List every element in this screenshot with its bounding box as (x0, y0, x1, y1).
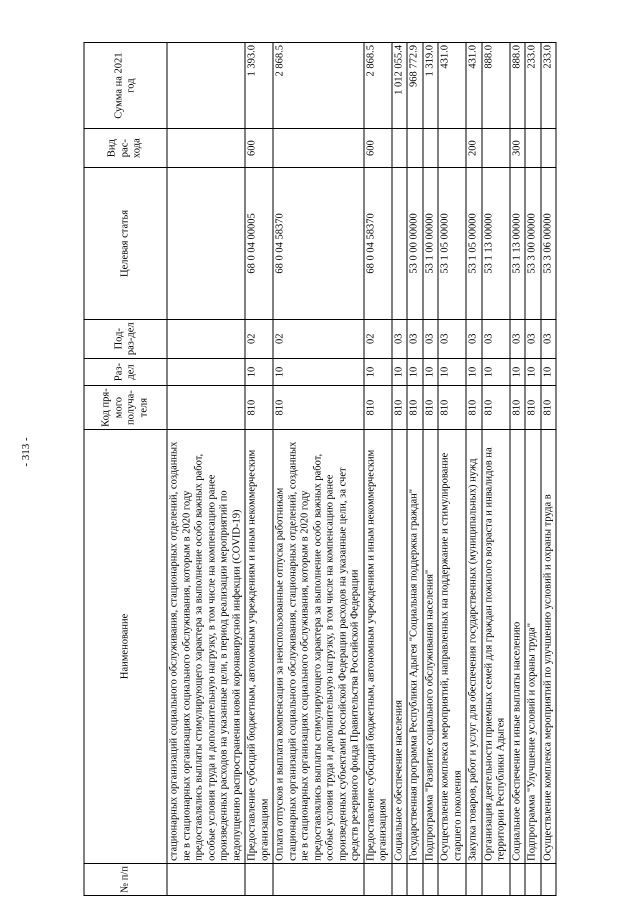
cell-type: 300 (510, 129, 526, 168)
cell-target (392, 168, 408, 320)
cell-num (541, 863, 557, 895)
cell-recipient: 810 (541, 386, 557, 430)
table-row (392, 43, 408, 896)
header-name: Наименование (84, 429, 167, 863)
cell-type: 600 (245, 129, 273, 168)
header-target: Целевая статья (84, 168, 167, 320)
cell-sum: 888.0 (482, 43, 510, 129)
cell-target: 68 0 04 58370 (364, 168, 392, 320)
cell-recipient: 810 (407, 386, 423, 430)
cell-section: 10 (407, 358, 423, 386)
cell-section: 10 (364, 358, 392, 386)
header-recipient: Код пря-мого получа-теля (84, 386, 167, 430)
cell-recipient: 810 (482, 386, 510, 430)
cell-target: 53 1 00 00000 (423, 168, 439, 320)
cell-sum: 2 868.5 (273, 43, 364, 129)
cell-target: 53 3 00 00000 (525, 168, 541, 320)
cell-recipient: 810 (438, 386, 466, 430)
cell-section: 10 (482, 358, 510, 386)
cell-num (482, 863, 510, 895)
cell-target: 53 3 06 00000 (541, 168, 557, 320)
cell-section: 10 (392, 358, 408, 386)
table-row (438, 43, 466, 896)
cell-type: 200 (466, 129, 482, 168)
rotated-table-container (84, 42, 557, 896)
cell-type (273, 129, 364, 168)
cell-subsection: 03 (510, 319, 526, 358)
cell-num (392, 863, 408, 895)
cell-sum: 431.0 (466, 43, 482, 129)
cell-num (167, 863, 245, 895)
cell-sum: 233.0 (541, 43, 557, 129)
cell-num (525, 863, 541, 895)
cell-type (541, 129, 557, 168)
cell-recipient: 810 (466, 386, 482, 430)
cell-name: Подпрограмма "Развитие социального обслуживания населения" (423, 429, 439, 863)
table-body (167, 43, 556, 896)
cell-sum (167, 43, 245, 129)
cell-sum: 1 012 055.4 (392, 43, 408, 129)
cell-name: Предоставление субсидий бюджетным, автономным учреждениям и иным некоммерческим организациям (364, 429, 392, 863)
cell-type (392, 129, 408, 168)
cell-type (423, 129, 439, 168)
cell-subsection: 03 (525, 319, 541, 358)
cell-sum: 431.0 (438, 43, 466, 129)
cell-name: Организация деятельности приемных семей для граждан пожилого возраста и инвалидов на территории Республики Адыгея (482, 429, 510, 863)
table-row (525, 43, 541, 896)
cell-target (167, 168, 245, 320)
cell-type: 600 (364, 129, 392, 168)
cell-target: 53 1 13 00000 (510, 168, 526, 320)
cell-type (438, 129, 466, 168)
cell-target: 68 0 04 00005 (245, 168, 273, 320)
cell-section: 10 (541, 358, 557, 386)
cell-num (407, 863, 423, 895)
cell-recipient: 810 (392, 386, 408, 430)
table-row (407, 43, 423, 896)
page-number: - 313 - (20, 437, 32, 467)
table-row (466, 43, 482, 896)
table-header-row (84, 43, 167, 896)
cell-num (510, 863, 526, 895)
header-type: Вид рас-хода (84, 129, 167, 168)
cell-recipient: 810 (423, 386, 439, 430)
cell-subsection: 03 (466, 319, 482, 358)
cell-recipient: 810 (364, 386, 392, 430)
cell-num (273, 863, 364, 895)
cell-name: Предоставление субсидий бюджетным, автономным учреждениям и иным некоммерческим организациям (245, 429, 273, 863)
cell-name: Оплата отпусков и выплата компенсации за неиспользованные отпуска работникам стационарных организаций социального обслуживания, стационарных отделений, созданных не в стационарных организациях социального обслуживания, которым в 2020 году предоставлялись выплаты стимулирующего характера за выполнение особо важных работ, особые условия труда и дополнительную нагрузку, в том числе на компенсацию ранее произведенных субъектами Российской Федерации расходов на указанные цели, за счет средств резервного фонда Правительства Российской Федерации (273, 429, 364, 863)
cell-target: 68 0 04 58370 (273, 168, 364, 320)
cell-section: 10 (510, 358, 526, 386)
cell-sum: 888.0 (510, 43, 526, 129)
cell-recipient (167, 386, 245, 430)
header-num: № п/п (84, 863, 167, 895)
cell-recipient: 810 (525, 386, 541, 430)
cell-sum: 1 319.0 (423, 43, 439, 129)
header-sum: Сумма на 2021 год (84, 43, 167, 129)
cell-subsection (167, 319, 245, 358)
cell-section: 10 (245, 358, 273, 386)
cell-subsection: 03 (423, 319, 439, 358)
cell-subsection: 03 (392, 319, 408, 358)
table-row (482, 43, 510, 896)
cell-recipient: 810 (245, 386, 273, 430)
cell-num (364, 863, 392, 895)
table-row (167, 43, 245, 896)
cell-type (525, 129, 541, 168)
cell-num (245, 863, 273, 895)
cell-target: 53 0 00 00000 (407, 168, 423, 320)
cell-name: Социальное обеспечение и иные выплаты населению (510, 429, 526, 863)
cell-subsection: 02 (364, 319, 392, 358)
cell-subsection: 02 (273, 319, 364, 358)
cell-section (167, 358, 245, 386)
cell-subsection: 03 (407, 319, 423, 358)
cell-sum: 2 868.5 (364, 43, 392, 129)
cell-section: 10 (273, 358, 364, 386)
cell-section: 10 (423, 358, 439, 386)
table-row (245, 43, 273, 896)
cell-target: 53 1 13 00000 (482, 168, 510, 320)
cell-section: 10 (438, 358, 466, 386)
cell-name: Осуществление комплекса мероприятий по улучшению условий и охраны труда в (541, 429, 557, 863)
cell-recipient: 810 (273, 386, 364, 430)
cell-num (466, 863, 482, 895)
cell-name: Подпрограмма "Улучшение условий и охраны труда" (525, 429, 541, 863)
table-row (364, 43, 392, 896)
cell-name: Закупка товаров, работ и услуг для обеспечения государственных (муниципальных) нужд (466, 429, 482, 863)
cell-name: Осуществление комплекса мероприятий, направленных на поддержание и стимулирование старшего поколения (438, 429, 466, 863)
cell-num (438, 863, 466, 895)
cell-subsection: 02 (245, 319, 273, 358)
budget-table (84, 42, 557, 896)
cell-subsection: 03 (438, 319, 466, 358)
cell-sum: 233.0 (525, 43, 541, 129)
cell-subsection: 03 (482, 319, 510, 358)
cell-type (482, 129, 510, 168)
cell-name: Государственная программа Республики Адыгея "Социальная поддержка граждан" (407, 429, 423, 863)
cell-target: 53 1 05 00000 (466, 168, 482, 320)
header-section: Раз-дел (84, 358, 167, 386)
table-row (273, 43, 364, 896)
cell-subsection: 03 (541, 319, 557, 358)
cell-sum: 968 772.9 (407, 43, 423, 129)
table-row (541, 43, 557, 896)
table-row (510, 43, 526, 896)
cell-type (167, 129, 245, 168)
cell-section: 10 (525, 358, 541, 386)
table-row (423, 43, 439, 896)
cell-type (407, 129, 423, 168)
cell-target: 53 1 05 00000 (438, 168, 466, 320)
cell-name: Социальное обеспечение населения (392, 429, 408, 863)
cell-name: стационарных организаций социального обслуживания, стационарных отделений, созданных не в стационарных организациях социального обслуживания, которым в 2020 году предоставлялись выплаты стимулирующего характера за выполнение особо важных работ, особые условия труда и дополнительную нагрузку, в том числе на компенсацию ранее произведенных расходов на указанные цели, в период реализации мероприятий по недопущению распространения новой коронавирусной инфекции (COVID-19) (167, 429, 245, 863)
header-subsection: Под-раз-дел (84, 319, 167, 358)
cell-num (423, 863, 439, 895)
cell-section: 10 (466, 358, 482, 386)
cell-recipient: 810 (510, 386, 526, 430)
cell-sum: 1 393.0 (245, 43, 273, 129)
